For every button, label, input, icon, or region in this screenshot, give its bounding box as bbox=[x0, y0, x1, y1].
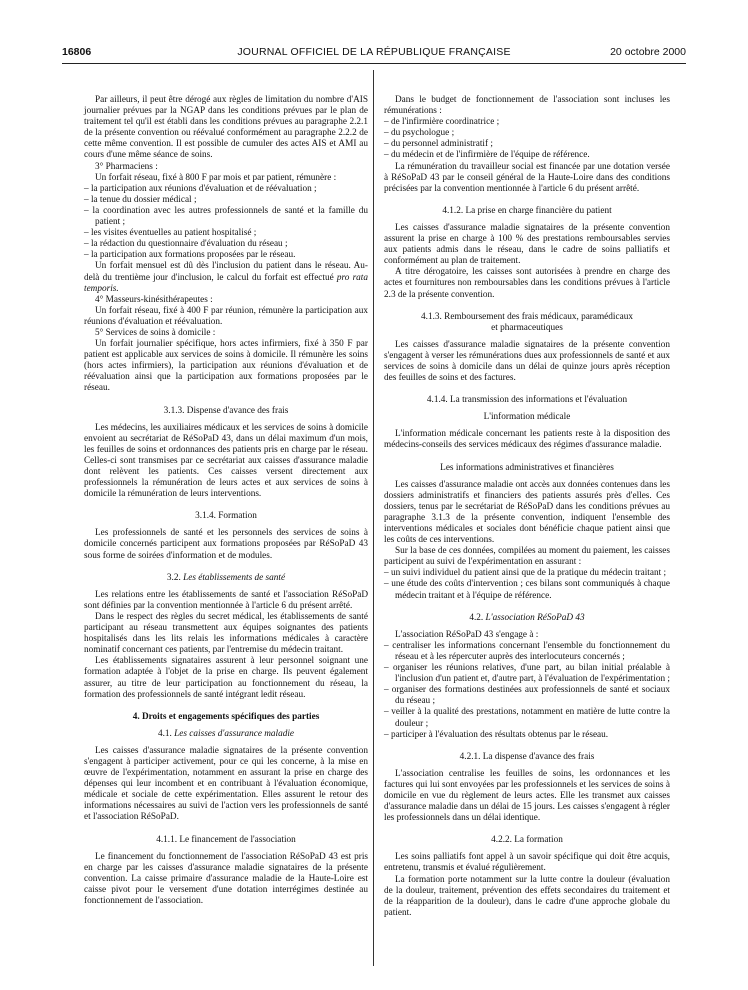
list-item: – du médecin et de l'infirmière de l'équipe de référence. bbox=[384, 150, 590, 161]
paragraph: L'association RéSoPaD 43 s'engage à : bbox=[395, 629, 539, 640]
column-divider bbox=[373, 70, 374, 966]
list-item: – la tenue du dossier médical ; bbox=[84, 194, 197, 205]
paragraph: Un forfait journalier spécifique, hors actes infirmiers, fixé à 350 F par patient est applicable aux services de soins à domicile. Il rémunère les soins (hors actes infirmiers), la participation aux réunions d'évaluation et de réévaluation ainsi que la participation aux formations proposées par le réseau. bbox=[84, 339, 368, 394]
list-item: – la participation aux formations proposées par le réseau. bbox=[84, 250, 296, 261]
list-item: – du personnel administratif ; bbox=[384, 139, 493, 150]
paragraph: Les caisses d'assurance maladie signataires de la présente convention assurent la prise en charge à 100 % des prestations remboursables servies aux patients admis dans le réseau, dans le cadre de soins palliatifs et conformément au plan de traitement. bbox=[384, 222, 670, 267]
heading-number: 4.2. bbox=[469, 612, 484, 623]
section-heading bbox=[84, 573, 368, 584]
subsection-title: 3° Pharmaciens : bbox=[95, 161, 158, 172]
subsection-title: 5° Services de soins à domicile : bbox=[95, 327, 216, 338]
text-run: Un forfait mensuel est dû dès l'inclusion du patient dans le réseau. Au-delà du trentième jour d'inclusion, le calcul du forfait est effectué bbox=[84, 261, 368, 283]
paragraph: L'association centralise les feuilles de soins, les ordonnances et les factures qui lui sont envoyées par les professionnels et les services de soins à domicile en vue du règlement de leurs actes. Elle les transmet aux caisses d'assurance maladie dans un délai de 15 jours. Les caisses s'engagent à régler les professionnels dans un délai identique. bbox=[384, 768, 670, 824]
section-heading bbox=[84, 729, 368, 740]
list-item: – du psychologue ; bbox=[384, 128, 455, 139]
heading-title: Les caisses d'assurance maladie bbox=[174, 728, 295, 739]
list-item: – de l'infirmière coordinatrice ; bbox=[384, 117, 500, 128]
list-item: – la participation aux réunions d'évaluation et de réévaluation ; bbox=[84, 183, 317, 194]
paragraph: Un forfait réseau, fixé à 400 F par réunion, rémunère la participation aux réunions d'évaluation et réévaluation. bbox=[84, 305, 368, 327]
paragraph: L'information médicale concernant les patients reste à la disposition des médecins-conseils des services médicaux des régimes d'assurance maladie. bbox=[384, 429, 670, 451]
paragraph: Sur la base de ces données, compilées au moment du paiement, les caisses participent au suivi de l'expérimentation en assurant : bbox=[384, 546, 670, 568]
section-heading: 3.1.4. Formation bbox=[195, 511, 257, 522]
paragraph bbox=[84, 261, 368, 294]
paragraph: Les relations entre les établissements de santé et l'association RéSoPaD sont définies par la convention mentionnée à l'article 6 du présent arrêté. bbox=[84, 589, 368, 611]
paragraph: La formation porte notamment sur la lutte contre la douleur (évaluation de la douleur, traitement, prévention des effets secondaires du traitement et de la réapparition de la douleur), dans le cadre d'une approche globale du patient. bbox=[384, 874, 670, 918]
subheading: L'information médicale bbox=[483, 412, 571, 423]
paragraph: Dans le respect des règles du secret médical, les établissements de santé participant au réseau transmettent aux équipes soignantes des patients hospitalisés dans les lits relais les informations médicales à caractère nominatif concernant ces patients, par l'entremise du médecin traitant. bbox=[84, 611, 368, 656]
list-item: – organiser les réunions relatives, d'une part, au bilan initial préalable à l'inclusion d'un patient et, d'autre part, à l'évaluation de l'expérimentation ; bbox=[384, 663, 670, 685]
paragraph: Dans le budget de fonctionnement de l'association sont incluses les rémunérations : bbox=[384, 95, 670, 117]
list-item: – organiser des formations destinées aux professionnels de santé et sociaux du réseau ; bbox=[384, 685, 670, 707]
heading-title: L'association RéSoPaD 43 bbox=[485, 612, 585, 623]
paragraph: Les caisses d'assurance maladie signataires de la présente convention s'engagent à participer activement, pour ce qui les concerne, à la mise en œuvre de l'expérimentation, notamment en assurant la prise en charge des dépenses qui leur incombent et en contribuant à l'évaluation économique, médicale et sociale de cette expérimentation. Elles assurent le retour des informations nécessaires au suivi de l'action vers les professionnels de santé et l'association RéSoPaD. bbox=[84, 745, 368, 823]
list-item: – la rédaction du questionnaire d'évaluation du réseau ; bbox=[84, 239, 288, 250]
pharmacist-list bbox=[84, 184, 368, 262]
left-column bbox=[84, 95, 368, 907]
issue-date: 20 octobre 2000 bbox=[610, 46, 686, 58]
right-column bbox=[384, 95, 670, 919]
paragraph: Un forfait réseau, fixé à 800 F par mois et par patient, rémunère : bbox=[95, 172, 337, 183]
page-header bbox=[62, 46, 686, 62]
section-heading: 3.1.3. Dispense d'avance des frais bbox=[163, 405, 289, 416]
section-heading bbox=[384, 312, 670, 334]
section-heading: 4.2.2. La formation bbox=[491, 835, 563, 846]
list-item: – un suivi individuel du patient ainsi que de la pratique du médecin traitant ; bbox=[384, 568, 667, 579]
page-number: 16806 bbox=[62, 46, 92, 58]
paragraph: Les établissements signataires assurent à leur personnel soignant une formation adaptée à l'objet de la prise en charge. Ils peuvent également assurer, au titre de leur participation au fonctionnement du réseau, la formation des professionnels de santé intégrant ledit réseau. bbox=[84, 656, 368, 700]
list-item: – les visites éventuelles au patient hospitalisé ; bbox=[84, 228, 257, 239]
section-heading: 4.1.1. Le financement de l'association bbox=[156, 834, 296, 845]
list-item: – participer à l'évaluation des résultats obtenus par le réseau. bbox=[384, 729, 609, 740]
monitoring-list bbox=[384, 568, 670, 601]
section-heading: 4.2.1. La dispense d'avance des frais bbox=[459, 751, 595, 762]
paragraph: Les professionnels de santé et les personnels des services de soins à domicile concernés participent aux formations proposées par RéSoPaD 43 sous forme de soirées d'information et de modules. bbox=[84, 528, 368, 561]
subsection-title: 4° Masseurs-kinésithérapeutes : bbox=[95, 294, 213, 305]
subheading: Les informations administratives et financières bbox=[440, 462, 614, 473]
section-heading bbox=[384, 613, 670, 624]
paragraph: Le financement du fonctionnement de l'association RéSoPaD 43 est pris en charge par les caisses d'assurance maladie signataires de la présente convention. La caisse primaire d'assurance maladie de la Haute-Loire est caisse pivot pour le versement d'une dotation interrégimes destinée au fonctionnement de l'association. bbox=[84, 851, 368, 906]
heading-title: Les établissements de santé bbox=[183, 572, 286, 583]
heading-line: et pharmaceutiques bbox=[491, 322, 563, 333]
heading-number: 4.1. bbox=[157, 728, 172, 739]
paragraph: La rémunération du travailleur social est financée par une dotation versée à RéSoPaD 43 par le conseil général de la Haute-Loire dans des conditions précisées par la convention mentionnée à l'article 6 du présent arrêté. bbox=[384, 161, 670, 194]
paragraph: Les soins palliatifs font appel à un savoir spécifique qui doit être acquis, entretenu, transmis et évalué régulièrement. bbox=[384, 852, 670, 874]
paragraph: Par ailleurs, il peut être dérogé aux règles de limitation du nombre d'AIS journalier prévues par la NGAP dans les conditions prévues par le plan de traitement tel qu'il est établi dans les conditions prévues au paragraphe 2.2.1 de la présente convention ou réévalué conformément au paragraphe 2.2.2 de cette même convention. Il est possible de cumuler des actes AIS et AMI au cours d'une même séance de soins. bbox=[84, 95, 368, 161]
section-heading: 4.1.4. La transmission des informations et l'évaluation bbox=[426, 395, 628, 406]
heading-number: 3.2. bbox=[166, 572, 181, 583]
journal-title: JOURNAL OFFICIEL DE LA RÉPUBLIQUE FRANÇAISE bbox=[237, 46, 511, 58]
list-item: – centraliser les informations concernant l'ensemble du fonctionnement du réseau et à les répercuter auprès des interlocuteurs concernés ; bbox=[384, 640, 670, 662]
emphasis: pro rata temporis. bbox=[84, 272, 368, 294]
header-rule bbox=[62, 63, 686, 64]
list-item: – veiller à la qualité des prestations, notamment en matière de lutte contre la douleur ; bbox=[384, 707, 670, 729]
heading-line: 4.1.3. Remboursement des frais médicaux, paramédicaux bbox=[421, 311, 633, 322]
section-heading: 4.1.2. La prise en charge financière du patient bbox=[442, 205, 612, 216]
association-list bbox=[384, 641, 670, 741]
list-item: – la coordination avec les autres professionnels de santé et la famille du patient ; bbox=[84, 205, 368, 228]
chapter-heading: 4. Droits et engagements spécifiques des parties bbox=[132, 711, 320, 722]
paragraph: Les médecins, les auxiliaires médicaux et les services de soins à domicile envoient au secrétariat de RéSoPaD 43, dans un délai maximum d'un mois, les feuilles de soins et ordonnances des patients pris en charge par le réseau. Celles-ci sont transmises par ce secrétariat aux caisses d'assurance maladie dont relèvent les patients. Ces caisses versent directement aux professionnels la rémunération de leurs actes et aux services de soins à domicile la rémunération de leurs interventions. bbox=[84, 422, 368, 500]
list-item: – une étude des coûts d'intervention ; ces bilans sont communiqués à chaque médecin traitant et à l'équipe de référence. bbox=[384, 579, 670, 601]
budget-list bbox=[384, 117, 670, 161]
paragraph: A titre dérogatoire, les caisses sont autorisées à prendre en charge des actes et fournitures non remboursables dans les conditions prévues à l'article 2.3 de la présente convention. bbox=[384, 267, 670, 300]
paragraph: Les caisses d'assurance maladie ont accès aux données contenues dans les dossiers administratifs et financiers des patients assurés près d'elles. Ces dossiers, tenus par le secrétariat de RéSoPaD dans les conditions prévues au paragraphe 3.1.3 de la présente convention, indiquent l'ensemble des interventions médicales et sociales dont bénéficie chaque patient ainsi que les coûts de ces interventions. bbox=[384, 479, 670, 546]
paragraph: Les caisses d'assurance maladie signataires de la présente convention s'engagent à verser les rémunérations dues aux professionnels de santé et aux services de soins à domicile dans un délai de quinze jours après réception des feuilles de soins et des factures. bbox=[384, 339, 670, 384]
